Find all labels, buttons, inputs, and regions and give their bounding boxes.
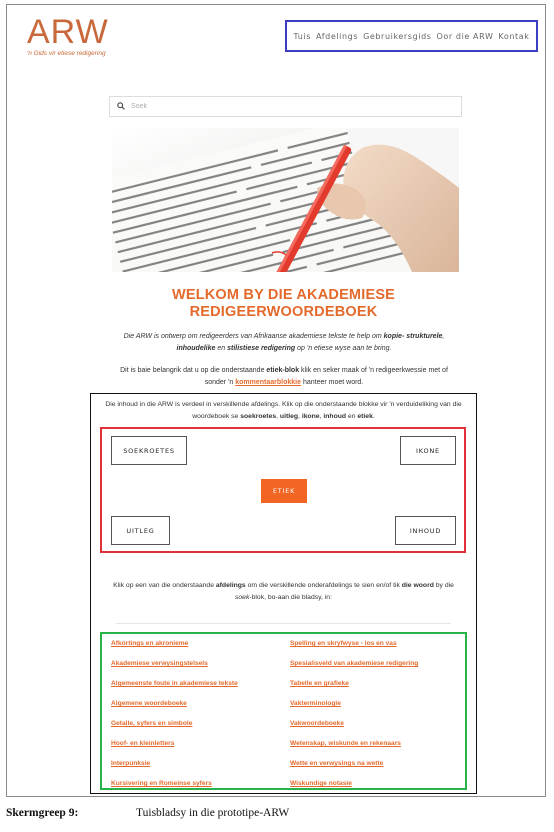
site-logo[interactable] — [27, 15, 109, 57]
logo-tagline: 'n Gids vir etiese redigering — [27, 50, 106, 57]
inhoud-button[interactable]: INHOUD — [395, 516, 456, 545]
search-icon — [117, 102, 125, 112]
search-input[interactable] — [131, 103, 431, 110]
section-link[interactable]: Vakterminologie — [290, 700, 341, 707]
nav-item-afdelings[interactable]: Afdelings — [315, 31, 359, 41]
ikone-button[interactable]: IKONE — [400, 436, 456, 465]
caption-text: Tuisbladsy in die prototipe-ARW — [136, 807, 290, 819]
uitleg-button[interactable]: UITLEG — [111, 516, 170, 545]
welcome-title: WELKOM BY DIE AKADEMIESE REDIGEERWOORDEBOEK — [171, 287, 396, 320]
section-link[interactable]: Hoof- en kleinletters — [111, 740, 175, 747]
nav-item-gebruikersgids[interactable]: Gebruikersgids — [363, 31, 432, 41]
section-link[interactable]: Algemeenste foute in akademiese tekste — [111, 680, 238, 687]
divider — [116, 623, 451, 624]
etiek-button[interactable]: ETIEK — [261, 479, 307, 503]
section-link[interactable]: Interpunksie — [111, 760, 151, 767]
search-bar[interactable] — [109, 96, 462, 117]
main-navigation — [285, 20, 538, 52]
sections-column-1 — [111, 639, 238, 799]
section-link[interactable]: Vakwoordeboeke — [290, 720, 344, 727]
nav-item-oor-die-arw[interactable]: Oor die ARW — [436, 31, 494, 41]
logo-title: ARW — [27, 13, 109, 51]
section-link[interactable]: Afkortings en akronieme — [111, 640, 189, 647]
blocks-highlight-frame — [100, 427, 466, 553]
section-link[interactable]: Algemene woordeboeke — [111, 700, 187, 707]
section-link[interactable]: Wetenskap, wiskunde en rekenaars — [290, 740, 401, 747]
content-outline-box — [90, 393, 477, 794]
caption-label: Skermgreep 9: — [6, 807, 79, 819]
intro-paragraph-2: Dit is baie belangrik dat u op die onderstaande etiek-blok klik en seker maak of 'n redigeerkwessie met of sonder 'n kommentaarblokkie hanteer moet word. — [120, 367, 448, 386]
section-link[interactable]: Akademiese verwysingstelsels — [111, 660, 208, 667]
section-link[interactable]: Spesialisveld van akademiese redigering — [290, 660, 419, 667]
sections-highlight-frame — [100, 632, 467, 790]
sections-intro-text: Klik op een van die onderstaande afdelings om die verskillende onderafdelings te sien en/of tik die woord by die soek-blok, bo-aan die bladsy, in: — [113, 582, 454, 601]
kommentaarblokkie-link[interactable]: kommentaarblokkie — [235, 379, 301, 386]
hero-image — [112, 128, 459, 272]
section-link[interactable]: Spelling en skryfwyse - los en vas — [290, 640, 397, 647]
sections-column-2 — [290, 639, 418, 799]
blocks-intro-text: Die inhoud in die ARW is verdeel in verskillende afdelings. Klik op die onderstaande blokke vir 'n verduideliking van die woordeboek se soekroetes, uitleg, ikone, inhoud en etiek. — [105, 401, 462, 420]
section-link[interactable]: Wiskundige notasie — [290, 780, 352, 787]
section-link[interactable]: Wette en verwysings na wette — [290, 760, 384, 767]
nav-item-kontak[interactable]: Kontak — [498, 31, 530, 41]
figure-caption — [6, 807, 289, 819]
soekroetes-button[interactable]: SOEKROETES — [111, 436, 187, 465]
section-link[interactable]: Tabelle en grafieke — [290, 680, 349, 687]
intro-paragraph-1: Die ARW is ontwerp om redigeerders van Afrikaanse akademiese tekste te help om kopie- strukturele, inhoudelike en stilistiese redigering op 'n etiese wyse aan te bring. — [123, 333, 445, 352]
section-link[interactable]: Kursivering en Romeinse syfers — [111, 780, 212, 787]
nav-item-tuis[interactable]: Tuis — [293, 31, 312, 41]
page-frame — [6, 4, 546, 797]
section-link[interactable]: Getalle, syfers en simbole — [111, 720, 193, 727]
